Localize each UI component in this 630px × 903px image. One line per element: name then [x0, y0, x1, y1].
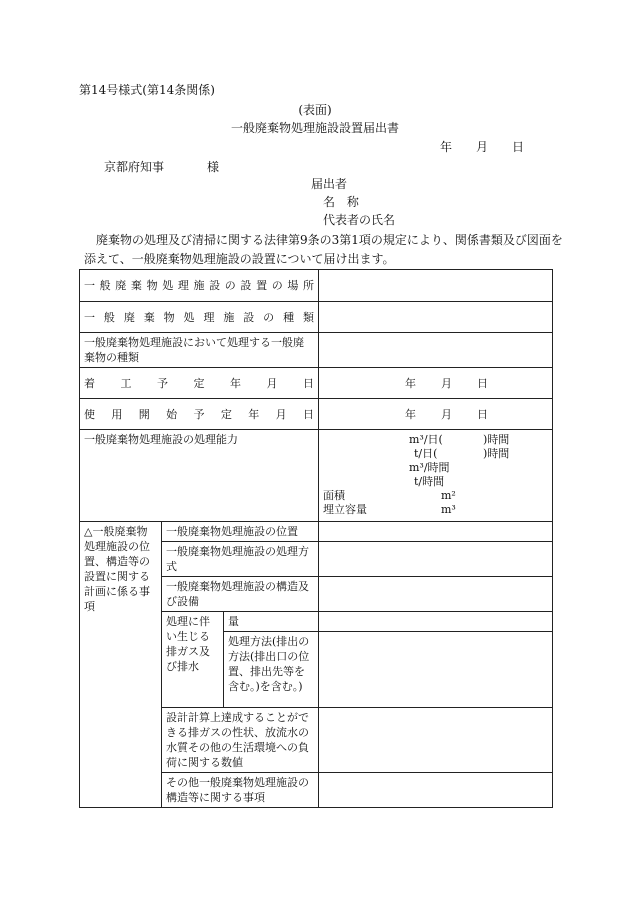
date-day-label: 日 [512, 140, 525, 154]
other-matters-input[interactable] [319, 773, 553, 808]
waste-kind-label: 一般廃棄物処理施設において処理する一般廃棄物の種類 [80, 333, 319, 368]
statement-line-2: 添えて、一般廃棄物処理施設の設置について届け出ます。 [84, 252, 395, 266]
notification-form-table [79, 269, 553, 808]
facility-type-label: 一般廃棄物処理施設の種類 [80, 302, 319, 333]
capacity-m3-hours: )時間 [483, 433, 510, 446]
area-label: 面積 [323, 489, 345, 502]
capacity-t-hours: )時間 [483, 447, 510, 460]
capacity-t-day: t/日( [414, 447, 438, 460]
side-label: (表面) [298, 103, 332, 117]
plan-method-label: 一般廃棄物処理施設の処理方式 [162, 542, 319, 577]
statement-line-1: 廃棄物の処理及び清掃に関する法律第9条の3第1項の規定により、関係書類及び図面を [96, 233, 563, 247]
location-label: 一般廃棄物処理施設の設置の場所 [80, 270, 319, 302]
exhaust-amount-label: 量 [224, 612, 319, 632]
waste-kind-input[interactable] [319, 333, 553, 368]
date-month-label: 月 [476, 140, 489, 154]
plan-structure-input[interactable] [319, 577, 553, 612]
facility-type-input[interactable] [319, 302, 553, 333]
representative-label: 代表者の氏名 [323, 213, 396, 227]
plan-position-label: 一般廃棄物処理施設の位置 [162, 522, 319, 542]
capacity-m3-hour: m³/時間 [409, 461, 450, 474]
capacity-values[interactable] [319, 430, 553, 522]
area-unit: m² [441, 489, 456, 502]
design-values-label: 設計計算上達成することができる排ガスの性状、放流水の水質その他の生活環境への負荷に関する数値 [162, 708, 319, 773]
landfill-unit: m³ [441, 503, 456, 516]
capacity-label: 一般廃棄物処理施設の処理能力 [80, 430, 319, 522]
exhaust-method-label: 処理方法(排出の方法(排出口の位置、排出先等を含む。)を含む。) [224, 632, 319, 708]
document-title: 一般廃棄物処理施設設置届出書 [230, 121, 399, 135]
location-input[interactable] [319, 270, 553, 302]
date-year-label: 年 [440, 140, 453, 154]
use-month: 月 [441, 408, 452, 421]
start-use-date[interactable] [319, 399, 553, 430]
form-number: 第14号様式(第14条関係) [79, 83, 215, 97]
use-year: 年 [405, 408, 416, 421]
name-label: 名 称 [323, 195, 363, 209]
addressee: 京都府知事 [104, 160, 165, 174]
design-values-input[interactable] [319, 708, 553, 773]
use-day: 日 [477, 408, 488, 421]
start-construction-label: 着工予定年月日 [80, 368, 319, 399]
plan-position-input[interactable] [319, 522, 553, 542]
capacity-t-hour: t/時間 [414, 475, 445, 488]
other-matters-label: その他一般廃棄物処理施設の構造等に関する事項 [162, 773, 319, 808]
landfill-label: 埋立容量 [323, 503, 367, 516]
construction-day: 日 [477, 377, 488, 390]
honorific: 様 [207, 160, 220, 174]
plan-section-label: △一般廃棄物処理施設の位置、構造等の設置に関する計画に係る事項 [80, 522, 162, 808]
start-construction-date[interactable] [319, 368, 553, 399]
plan-method-input[interactable] [319, 542, 553, 577]
construction-month: 月 [441, 377, 452, 390]
start-use-label: 使用開始予定年月日 [80, 399, 319, 430]
exhaust-amount-input[interactable] [319, 612, 553, 632]
notifier-label: 届出者 [311, 177, 348, 191]
exhaust-label: 処理に伴い生じる排ガス及び排水 [162, 612, 224, 708]
capacity-m3-day: m³/日( [409, 433, 443, 446]
construction-year: 年 [405, 377, 416, 390]
plan-structure-label: 一般廃棄物処理施設の構造及び設備 [162, 577, 319, 612]
exhaust-method-input[interactable] [319, 632, 553, 708]
